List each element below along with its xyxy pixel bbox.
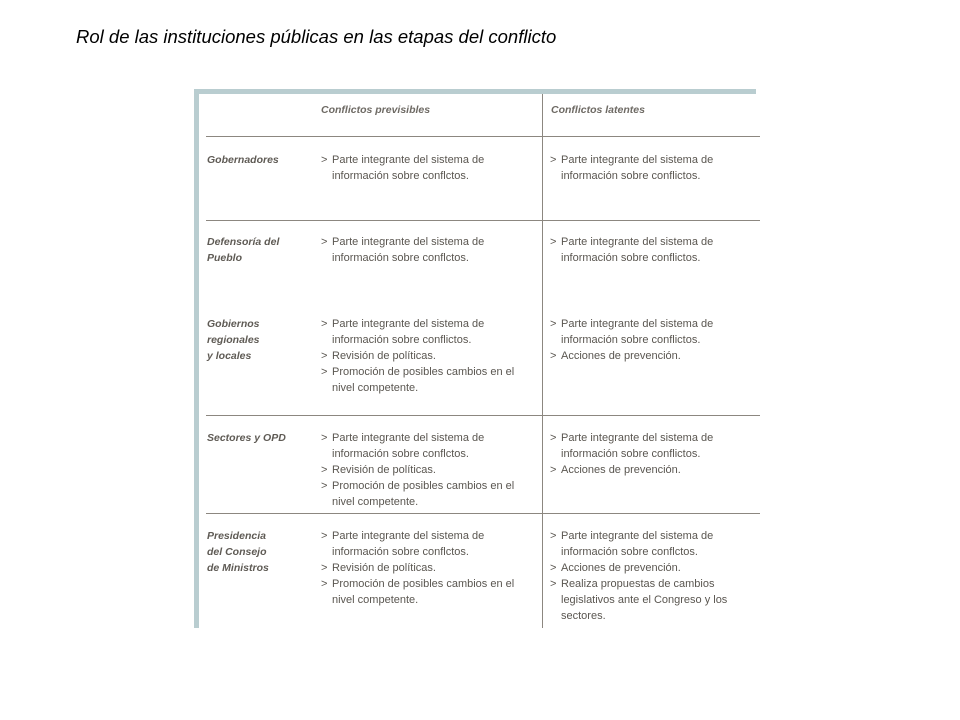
row-label-gobiernos: Gobiernos regionales y locales xyxy=(207,318,260,362)
row-divider xyxy=(206,513,760,514)
list-item: > Parte integrante del sistema de información sobre conflictos. xyxy=(550,152,755,184)
list-item: > Parte integrante del sistema de información sobre conflictos. xyxy=(321,316,536,348)
cell-gobiernos-previsibles xyxy=(321,316,536,396)
row-divider xyxy=(206,220,760,221)
row-divider xyxy=(206,136,760,137)
row-label-defensoria: Defensoría del Pueblo xyxy=(207,236,280,264)
list-item: > Parte integrante del sistema de información sobre conflctos. xyxy=(321,234,536,266)
list-item: > Acciones de prevención. xyxy=(550,462,755,478)
row-label-sectores: Sectores y OPD xyxy=(207,432,286,444)
cell-gobernadores-previsibles xyxy=(321,152,536,184)
list-item: > Promoción de posibles cambios en el nivel competente. xyxy=(321,364,536,396)
list-item: > Acciones de prevención. xyxy=(550,560,755,576)
list-item: > Revisión de políticas. xyxy=(321,348,536,364)
cell-defensoria-previsibles xyxy=(321,234,536,266)
list-item: > Promoción de posibles cambios en el nivel competente. xyxy=(321,478,536,510)
list-item: > Parte integrante del sistema de información sobre conflctos. xyxy=(321,528,536,560)
cell-gobernadores-latentes xyxy=(550,152,755,184)
list-item: > Acciones de prevención. xyxy=(550,348,755,364)
list-item: > Revisión de políticas. xyxy=(321,560,536,576)
table-left-border xyxy=(194,89,199,628)
cell-sectores-previsibles xyxy=(321,430,536,510)
list-item: > Parte integrante del sistema de información sobre conflctos. xyxy=(550,528,755,560)
list-item: > Parte integrante del sistema de información sobre conflictos. xyxy=(550,430,755,462)
row-label-gobernadores: Gobernadores xyxy=(207,154,279,166)
institutions-table xyxy=(194,89,760,628)
list-item: > Parte integrante del sistema de información sobre conflictos. xyxy=(550,234,755,266)
table-top-border xyxy=(194,89,756,94)
row-divider xyxy=(206,415,760,416)
list-item: > Parte integrante del sistema de información sobre conflctos. xyxy=(321,152,536,184)
cell-gobiernos-latentes xyxy=(550,316,755,364)
header-previsibles: Conflictos previsibles xyxy=(321,104,431,116)
list-item: > Realiza propuestas de cambios legislativos ante el Congreso y los sectores. xyxy=(550,576,755,624)
slide-title: Rol de las instituciones públicas en las etapas del conflicto xyxy=(76,26,557,47)
list-item: > Parte integrante del sistema de información sobre conflictos. xyxy=(550,316,755,348)
list-item: > Revisión de políticas. xyxy=(321,462,536,478)
list-item: > Parte integrante del sistema de información sobre conflctos. xyxy=(321,430,536,462)
cell-presidencia-previsibles xyxy=(321,528,536,608)
cell-sectores-latentes xyxy=(550,430,755,478)
header-latentes: Conflictos latentes xyxy=(551,104,645,116)
cell-presidencia-latentes xyxy=(550,528,755,624)
list-item: > Promoción de posibles cambios en el nivel competente. xyxy=(321,576,536,608)
cell-defensoria-latentes xyxy=(550,234,755,266)
column-divider xyxy=(542,94,543,628)
row-label-presidencia: Presidencia del Consejo de Ministros xyxy=(207,530,269,574)
